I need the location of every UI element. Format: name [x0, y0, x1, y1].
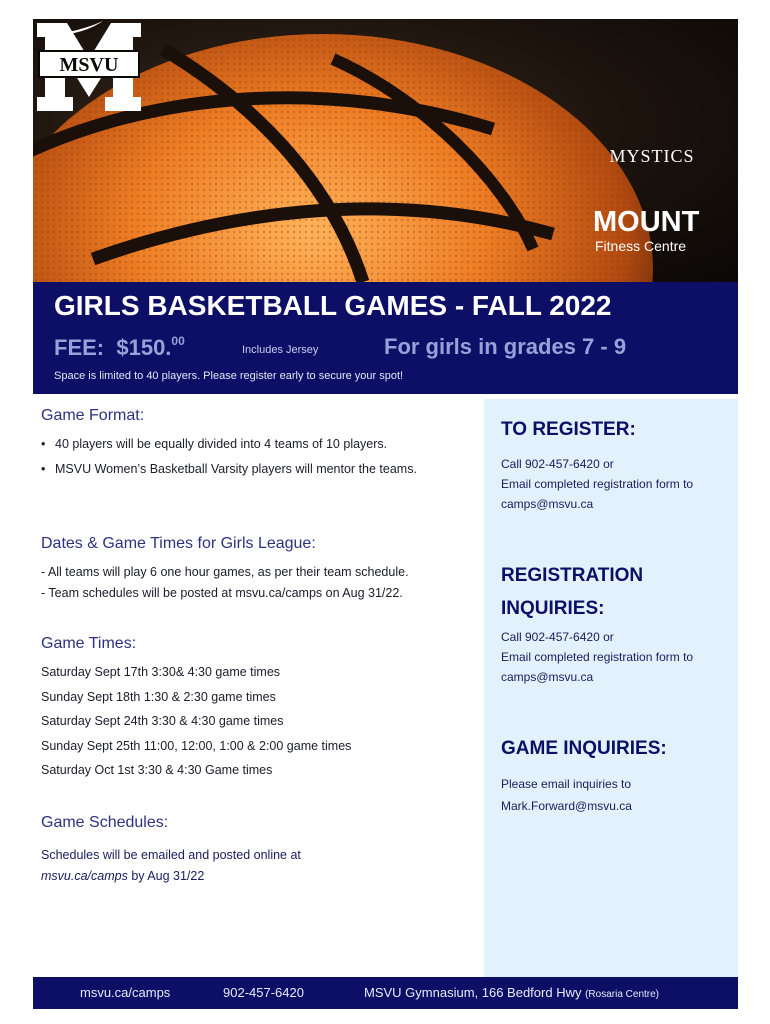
register-phone: Call 902-457-6420 or	[501, 457, 614, 471]
list-item: Saturday Oct 1st 3:30 & 4:30 Game times	[41, 763, 273, 777]
schedules-line: Schedules will be emailed and posted online at	[41, 848, 301, 862]
list-item: • MSVU Women’s Basketball Varsity players will mentor the teams.	[41, 462, 417, 476]
fee-amount: $150.	[116, 335, 172, 360]
register-text	[501, 454, 693, 514]
schedules-line-2	[41, 866, 301, 887]
game-inquiries-heading: GAME INQUIRIES:	[501, 738, 667, 759]
list-item: Saturday Sept 17th 3:30& 4:30 game times	[41, 665, 281, 679]
address-note: (Rosaria Centre)	[585, 989, 660, 1000]
register-email[interactable]: camps@msvu.ca	[501, 497, 594, 511]
list-item: Sunday Sept 18th 1:30 & 2:30 game times	[41, 689, 276, 704]
fitness-centre-wordmark: Fitness Centre	[595, 238, 687, 254]
list-item: Saturday Sept 24th 3:30 & 4:30 game times	[41, 714, 284, 728]
footer-website[interactable]: msvu.ca/camps	[80, 985, 171, 1000]
inquiries-email-instr: Email completed registration form to	[501, 650, 694, 664]
footer	[33, 977, 738, 1009]
dates-line: - All teams will play 6 one hour games, as per their team schedule.	[41, 565, 409, 579]
main-column	[33, 399, 478, 977]
flyer	[33, 19, 738, 1009]
mystics-wordmark: MYSTICS	[609, 146, 695, 166]
schedules-line-rest: by Aug 31/22	[127, 869, 205, 883]
game-times-list	[41, 665, 351, 788]
swoosh-icon	[33, 19, 105, 37]
logo-text: MSVU	[59, 54, 119, 76]
dates-line: - Team schedules will be posted at msvu.ca/camps on Aug 31/22.	[41, 586, 403, 600]
hero-banner	[33, 19, 738, 282]
inquiries-text	[501, 627, 693, 687]
heading-line: REGISTRATION	[501, 565, 644, 586]
footer-phone: 902-457-6420	[223, 985, 304, 1000]
title-band	[33, 282, 738, 394]
register-email-instr: Email completed registration form to	[501, 477, 694, 491]
game-inquiries-instr: Please email inquiries to	[501, 777, 632, 791]
schedules-link[interactable]: msvu.ca/camps	[41, 869, 128, 883]
fee-cents: 00	[171, 334, 185, 348]
registration-inquiries-heading	[501, 559, 643, 625]
list-item: • 40 players will be equally divided into 4 teams of 10 players.	[41, 437, 417, 451]
game-inquiries-text	[501, 773, 632, 817]
list-item: Sunday Sept 25th 11:00, 12:00, 1:00 & 2:00 game times	[41, 738, 352, 753]
space-notice: Space is limited to 40 players. Please register early to secure your spot!	[54, 370, 404, 382]
heading-line: INQUIRIES:	[501, 598, 605, 619]
register-heading: TO REGISTER:	[501, 419, 636, 440]
page-title: GIRLS BASKETBALL GAMES - FALL 2022	[54, 290, 612, 321]
game-inquiries-email[interactable]: Mark.Forward@msvu.ca	[501, 799, 632, 813]
address-text: MSVU Gymnasium, 166 Bedford Hwy	[364, 985, 582, 1000]
dates-heading: Dates & Game Times for Girls League:	[41, 535, 316, 552]
format-list	[41, 437, 417, 487]
includes-jersey: Includes Jersey	[242, 344, 319, 356]
fee	[54, 334, 185, 361]
footer-address	[364, 985, 659, 1000]
times-heading: Game Times:	[41, 635, 137, 652]
contact-sidebar	[484, 399, 738, 977]
format-heading: Game Format:	[41, 407, 145, 424]
schedules-heading: Game Schedules:	[41, 814, 169, 831]
inquiries-email[interactable]: camps@msvu.ca	[501, 670, 594, 684]
mount-wordmark: MOUNT	[593, 206, 700, 238]
fee-label: FEE:	[54, 335, 105, 360]
schedules-text	[41, 845, 301, 887]
inquiries-phone: Call 902-457-6420 or	[501, 630, 614, 644]
grades-label: For girls in grades 7 - 9	[384, 334, 627, 359]
